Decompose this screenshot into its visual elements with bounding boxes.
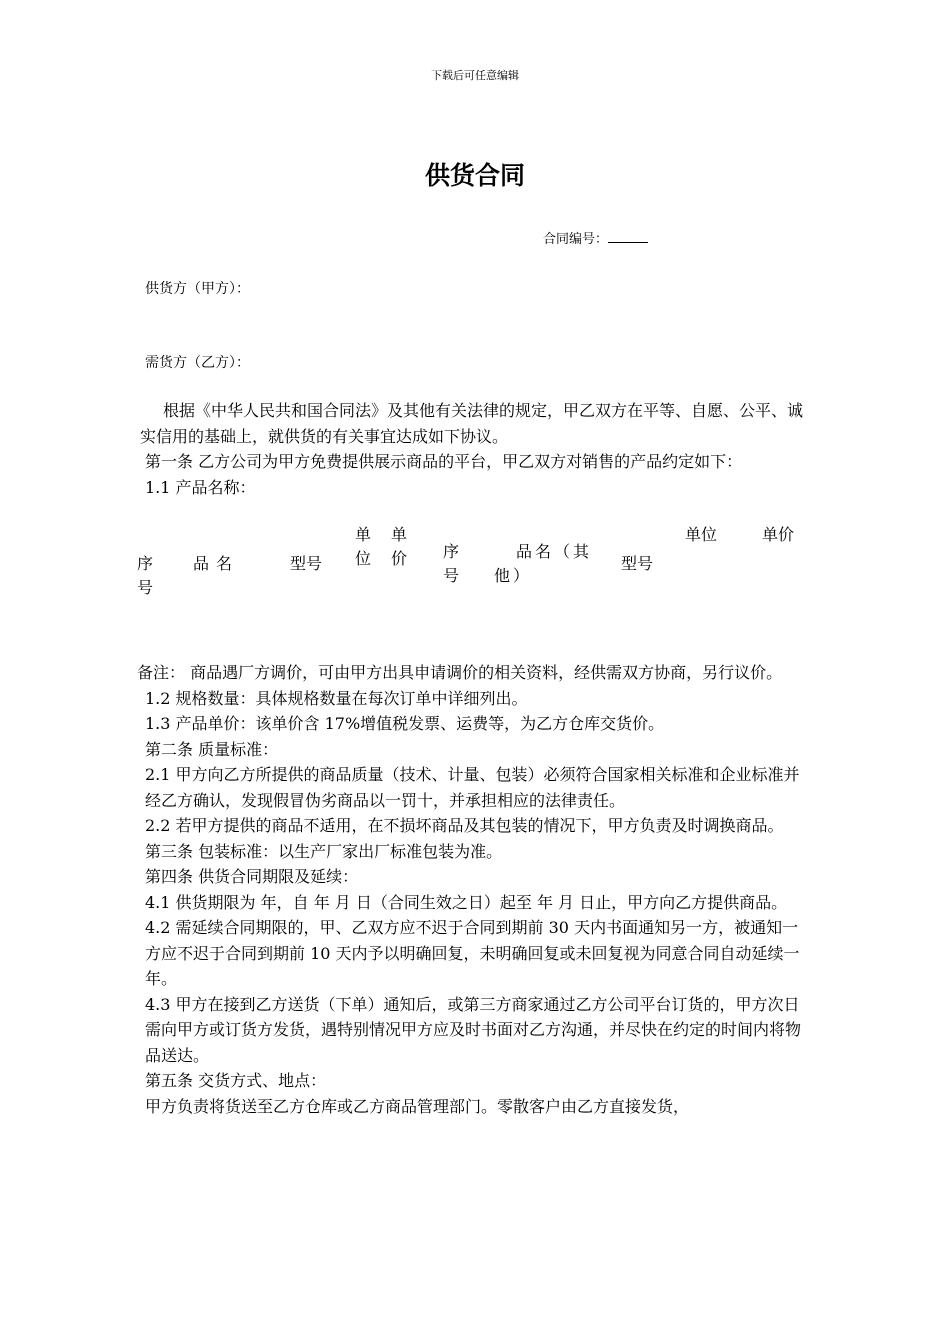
article-5-heading: 第五条 交货方式、地点： — [145, 1071, 327, 1090]
document-title: 供货合同 — [424, 161, 525, 190]
table-header-unit: 单位 — [355, 525, 372, 568]
clause-1-3: 1.3 产品单价：该单价含 17%增值税发票、运费等，为乙方仓库交货价。 — [145, 714, 665, 733]
table-header-seq-2: 序号 — [443, 542, 460, 585]
article-3: 第三条 包装标准：以生产厂家出厂标准包装为准。 — [145, 841, 503, 861]
clause-4-2: 4.2 需延续合同期限的，甲、乙双方应不迟于合同到期前 30 天内书面通知另一方，被通知一方应不迟于合同到期前 10 天内予以明确回复，未明确回复或未回复视为同意合同自动延续一年。 — [145, 918, 800, 988]
table-header-model-2: 型号 — [621, 554, 654, 573]
table-header-model: 型号 — [290, 554, 323, 573]
article-4-heading: 第四条 供货合同期限及延续： — [145, 867, 359, 886]
clauses-block — [137, 660, 809, 1119]
clause-4-1: 4.1 供货期限为 年，自 年 月 日（合同生效之日）起至 年 月 日止，甲方向乙方提供商品。 — [145, 892, 788, 912]
clause-2-2: 2.2 若甲方提供的商品不适用，在不损坏商品及其包装的情况下，甲方负责及时调换商品。 — [145, 816, 784, 835]
article-2-heading: 第二条 质量标准： — [145, 739, 279, 759]
clause-4-3: 4.3 甲方在接到乙方送货（下单）通知后，或第三方商家通过乙方公司平台订货的，甲方次日需向甲方或订货方发货，遇特别情况甲方应及时书面对乙方沟通，并尽快在约定的时间内将物品送达。 — [145, 994, 802, 1065]
contract-number — [543, 228, 648, 247]
article-5-text: 甲方负责将货送至乙方仓库或乙方商品管理部门。零散客户由乙方直接发货， — [145, 1096, 690, 1116]
clause-2-1: 2.1 甲方向乙方所提供的商品质量（技术、计量、包装）必须符合国家相关标准和企业标准并经乙方确认，发现假冒伪劣商品以一罚十，并承担相应的法律责任。 — [145, 765, 800, 810]
table-header-price-2: 单价 — [762, 525, 795, 544]
intro-paragraph: 根据《中华人民共和国合同法》及其他有关法律的规定，甲乙双方在平等、自愿、公平、诚实信用的基础上，就供货的有关事宜达成如下协议。 — [140, 401, 804, 446]
contract-number-blank — [608, 230, 648, 243]
clause-1-2: 1.2 规格数量：具体规格数量在每次订单中详细列出。 — [145, 688, 528, 708]
header-note: 下载后可任意编辑 — [431, 69, 519, 82]
contract-number-label: 合同编号： — [543, 232, 609, 247]
table-header-name: 品名 — [193, 554, 240, 573]
intro-block — [140, 398, 808, 500]
party-b-label: 需货方（乙方）： — [145, 355, 250, 371]
table-header-seq: 序号 — [137, 554, 154, 597]
table-header-unit-2: 单位 — [685, 525, 718, 544]
article-1-heading: 第一条 乙方公司为甲方免费提供展示商品的平台，甲乙双方对销售的产品约定如下： — [145, 452, 743, 471]
table-header-price: 单价 — [391, 525, 408, 568]
party-a-label: 供货方（甲方）： — [145, 281, 250, 297]
remark-paragraph: 备注： 商品遇厂方调价，可由甲方出具申请调价的相关资料，经供需双方协商，另行议价。 — [137, 663, 783, 682]
table-header-name-other: 品名（其他） — [494, 542, 593, 585]
clause-1-1: 1.1 产品名称： — [145, 477, 256, 497]
